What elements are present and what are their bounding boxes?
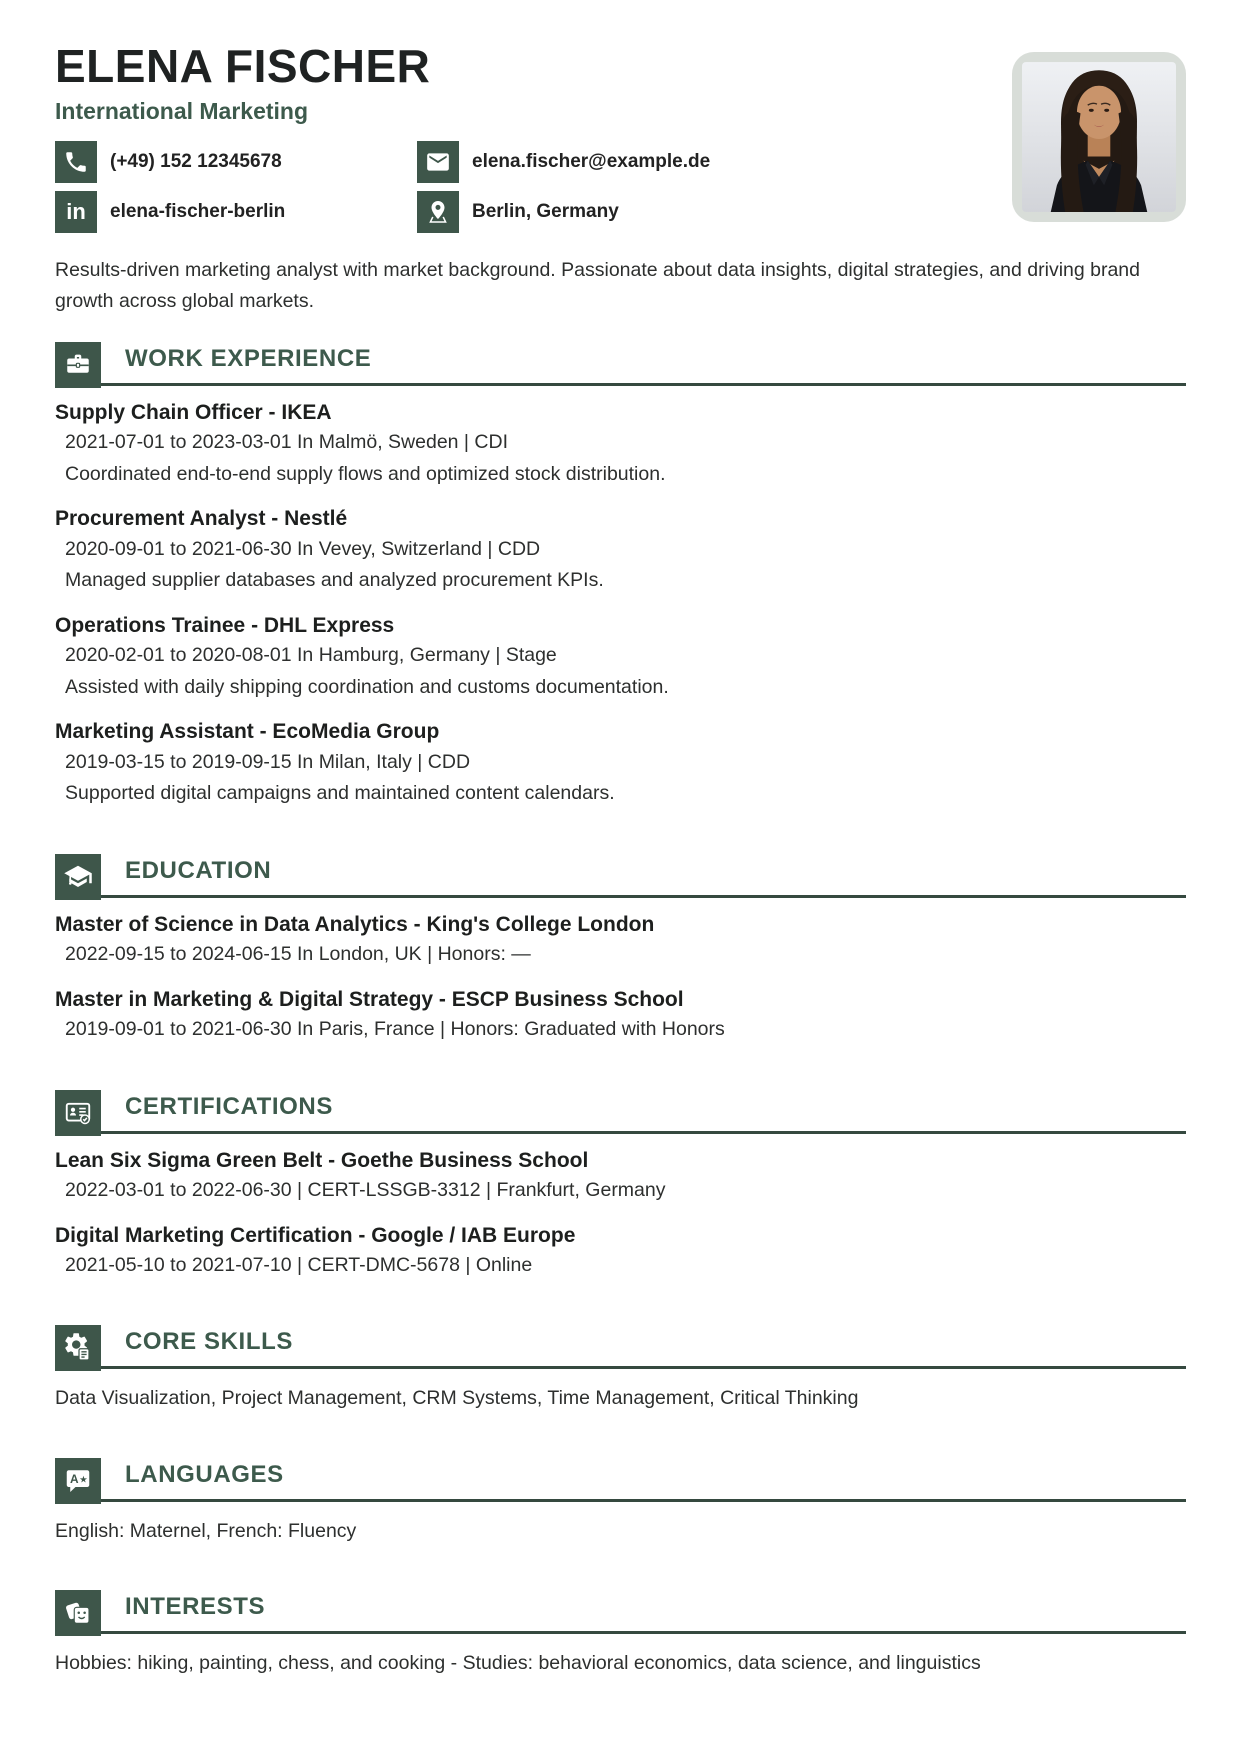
entry-title: Master in Marketing & Digital Strategy - ESCP Business School (55, 987, 684, 1011)
entry-dates: 2020-09-01 to 2021-06-30 In Vevey, Switzerland | CDD (65, 537, 541, 560)
entry-dates: 2021-07-01 to 2023-03-01 In Malmö, Sweden | CDI (65, 431, 508, 454)
entry-title: Lean Six Sigma Green Belt - Goethe Business School (55, 1148, 589, 1172)
section-certifications (55, 1090, 1186, 1282)
education-entries (55, 911, 1186, 1046)
section-header (55, 854, 1186, 898)
certification-entry (55, 1222, 1186, 1282)
entry-dates: 2019-03-15 to 2019-09-15 In Milan, Italy | CDD (65, 750, 471, 773)
work-entries (55, 399, 1186, 810)
interests-list: Hobbies: hiking, painting, chess, and cooking - Studies: behavioral economics, data science, and linguistics (55, 1651, 981, 1674)
portrait-illustration (1022, 62, 1176, 212)
contact-linkedin[interactable] (55, 191, 417, 233)
header (55, 42, 1186, 233)
language-icon (55, 1458, 101, 1504)
entry-dates: 2019-09-01 to 2021-06-30 In Paris, France | Honors: Graduated with Honors (65, 1018, 725, 1040)
phone-number: (+49) 152 12345678 (110, 151, 282, 173)
certificate-icon (55, 1090, 101, 1136)
education-entry (55, 986, 1186, 1046)
location-text: Berlin, Germany (472, 201, 619, 223)
work-entry (55, 718, 1186, 810)
email-icon (417, 141, 459, 183)
svg-text:★: ★ (79, 1474, 88, 1486)
entry-title: Digital Marketing Certification - Google / IAB Europe (55, 1223, 576, 1247)
contact-grid (55, 141, 710, 233)
section-title: CORE SKILLS (125, 1328, 293, 1356)
entry-dates: 2022-09-15 to 2024-06-15 In London, UK | Honors: — (65, 943, 531, 966)
entry-title: Procurement Analyst - Nestlé (55, 507, 348, 531)
briefcase-icon (55, 342, 101, 388)
section-education (55, 854, 1186, 1046)
graduation-cap-icon (55, 854, 101, 900)
work-entry (55, 612, 1186, 704)
section-languages (55, 1458, 1186, 1546)
entry-title: Supply Chain Officer - IKEA (55, 400, 332, 424)
section-title: INTERESTS (125, 1592, 266, 1620)
section-header (55, 1090, 1186, 1134)
entry-dates: 2022-03-01 to 2022-06-30 | CERT-LSSGB-3312 | Frankfurt, Germany (65, 1178, 666, 1201)
section-header (55, 1458, 1186, 1502)
entry-title: Marketing Assistant - EcoMedia Group (55, 720, 440, 744)
certification-entry (55, 1147, 1186, 1207)
entry-title: Master of Science in Data Analytics - King's College London (55, 912, 655, 936)
core-skills-list: Data Visualization, Project Management, CRM Systems, Time Management, Critical Thinking (55, 1387, 859, 1410)
section-header (55, 1325, 1186, 1369)
entry-title: Operations Trainee - DHL Express (55, 613, 395, 637)
section-interests (55, 1590, 1186, 1678)
linkedin-icon: in (55, 191, 97, 233)
interests-icon (55, 1590, 101, 1636)
entry-description: Assisted with daily shipping coordination and customs documentation. (65, 675, 669, 698)
entry-dates: 2021-05-10 to 2021-07-10 | CERT-DMC-5678 | Online (65, 1253, 533, 1276)
education-entry (55, 911, 1186, 971)
contact-email[interactable] (417, 141, 710, 183)
profile-summary: Results-driven marketing analyst with market background. Passionate about data insights, digital strategies, and driving brand growth across global markets. (55, 259, 1141, 312)
section-title: WORK EXPERIENCE (125, 344, 372, 372)
entry-description: Managed supplier databases and analyzed procurement KPIs. (65, 569, 604, 592)
entry-description: Supported digital campaigns and maintained content calendars. (65, 782, 615, 805)
linkedin-handle: elena-fischer-berlin (110, 201, 286, 223)
section-header (55, 1590, 1186, 1634)
section-title: CERTIFICATIONS (125, 1092, 333, 1120)
section-work-experience (55, 342, 1186, 810)
phone-icon (55, 141, 97, 183)
svg-text:A: A (70, 1471, 79, 1486)
job-title: International Marketing (55, 98, 309, 125)
entry-description: Coordinated end-to-end supply flows and optimized stock distribution. (65, 462, 666, 485)
entry-dates: 2020-02-01 to 2020-08-01 In Hamburg, Germany | Stage (65, 644, 557, 667)
certification-entries (55, 1147, 1186, 1282)
contact-location (417, 191, 710, 233)
email-address: elena.fischer@example.de (472, 151, 711, 173)
header-left (55, 42, 710, 233)
section-core-skills (55, 1325, 1186, 1413)
location-icon (417, 191, 459, 233)
gear-icon (55, 1325, 101, 1371)
work-entry (55, 399, 1186, 491)
work-entry (55, 505, 1186, 597)
languages-list: English: Maternel, French: Fluency (55, 1519, 357, 1542)
contact-phone (55, 141, 417, 183)
section-header (55, 342, 1186, 386)
page-title: ELENA FISCHER (55, 40, 431, 92)
section-title: EDUCATION (125, 856, 272, 884)
profile-photo (1012, 52, 1186, 222)
section-title: LANGUAGES (125, 1460, 284, 1488)
